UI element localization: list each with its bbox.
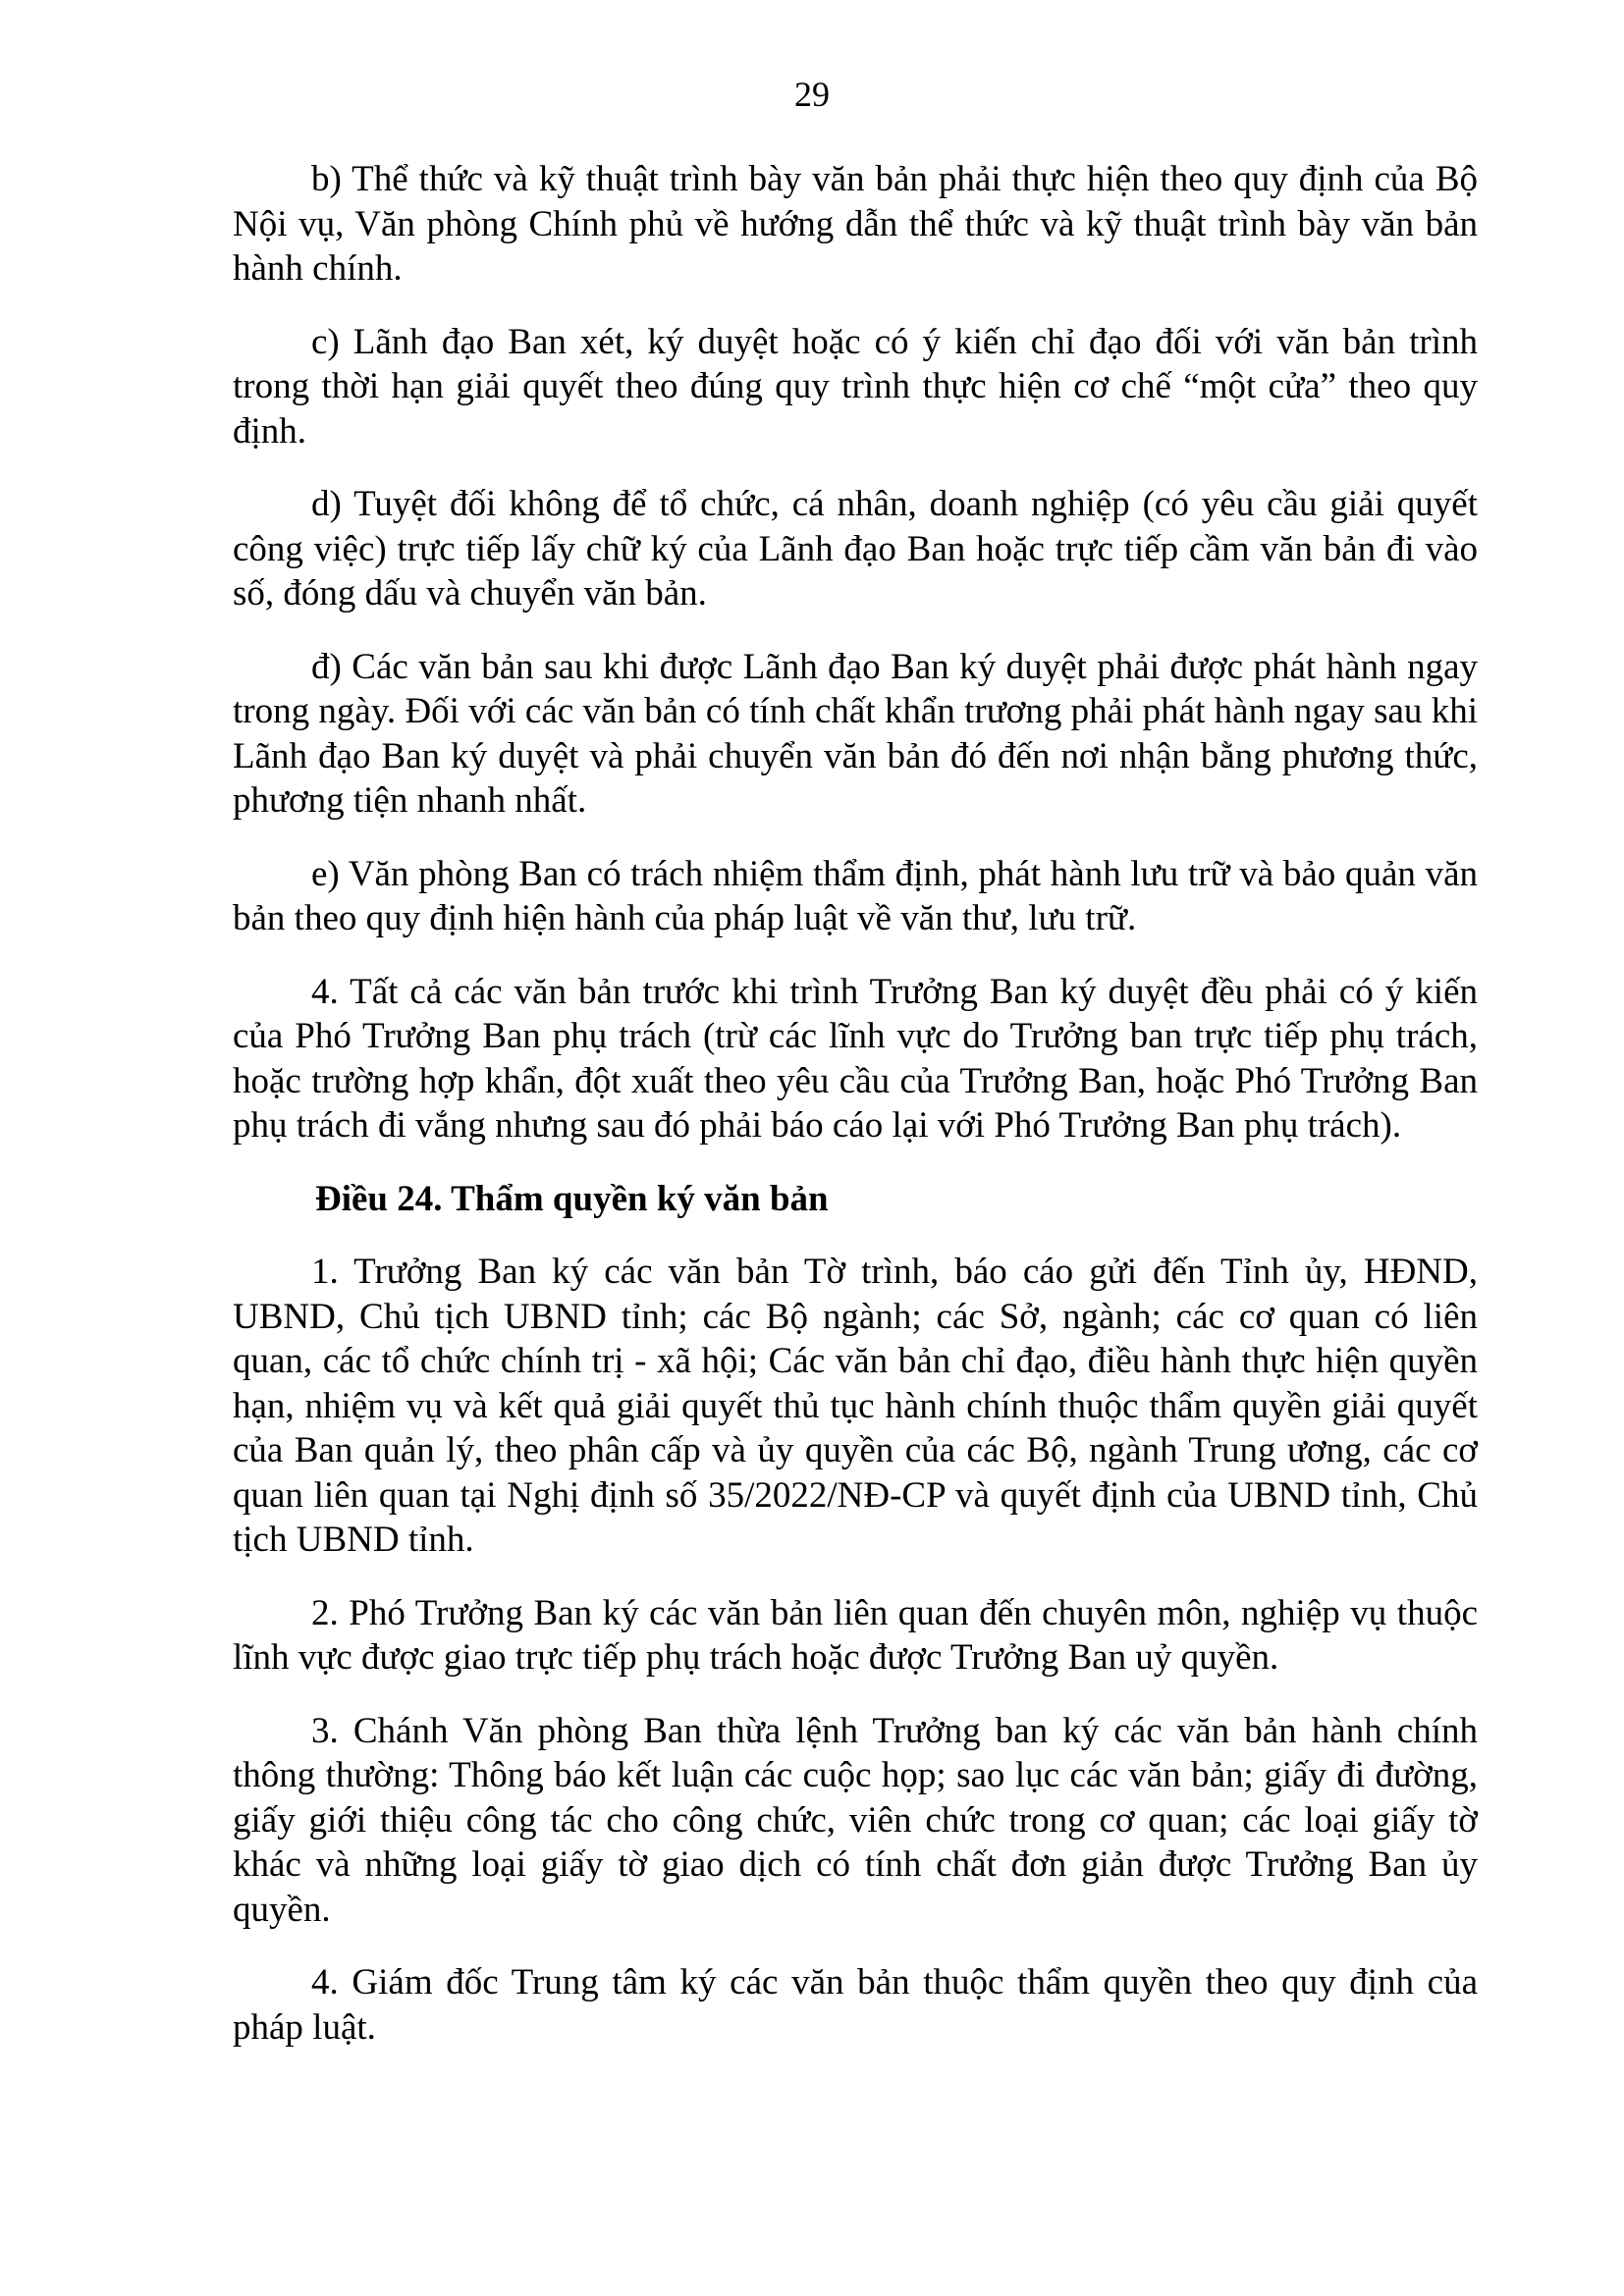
paragraph-dd: đ) Các văn bản sau khi được Lãnh đạo Ban ký duyệt phải được phát hành ngay trong ngày. Đối với các văn bản có tính chất khẩn trương phải phát hành ngay sau khi Lãnh đạo Ban ký duyệt và phải chuyển văn bản đó đến nơi nhận bằng phương thức, phương tiện nhanh nhất. (233, 646, 1478, 821)
document-body (233, 157, 1478, 2078)
paragraph-c: c) Lãnh đạo Ban xét, ký duyệt hoặc có ý kiến chỉ đạo đối với văn bản trình trong thời hạn giải quyết theo đúng quy trình thực hiện cơ chế “một cửa” theo quy định. (233, 321, 1478, 452)
paragraph-e: e) Văn phòng Ban có trách nhiệm thẩm định, phát hành lưu trữ và bảo quản văn bản theo quy định hiện hành của pháp luật về văn thư, lưu trữ. (233, 853, 1478, 938)
paragraph-b: b) Thể thức và kỹ thuật trình bày văn bản phải thực hiện theo quy định của Bộ Nội vụ, Văn phòng Chính phủ về hướng dẫn thể thức và kỹ thuật trình bày văn bản hành chính. (233, 159, 1478, 289)
paragraph-d: d) Tuyệt đối không để tổ chức, cá nhân, doanh nghiệp (có yêu cầu giải quyết công việc) trực tiếp lấy chữ ký của Lãnh đạo Ban hoặc trực tiếp cầm văn bản đi vào số, đóng dấu và chuyển văn bản. (233, 484, 1478, 614)
article-paragraph-2: 2. Phó Trưởng Ban ký các văn bản liên quan đến chuyên môn, nghiệp vụ thuộc lĩnh vực được giao trực tiếp phụ trách hoặc được Trưởng Ban uỷ quyền. (233, 1592, 1478, 1678)
paragraph-clause-4: 4. Tất cả các văn bản trước khi trình Trưởng Ban ký duyệt đều phải có ý kiến của Phó Trưởng Ban phụ trách (trừ các lĩnh vực do Trưởng ban trực tiếp phụ trách, hoặc trường hợp khẩn, đột xuất theo yêu cầu của Trưởng Ban, hoặc Phó Trưởng Ban phụ trách đi vắng nhưng sau đó phải báo cáo lại với Phó Trưởng Ban phụ trách). (233, 971, 1478, 1146)
page-number: 29 (794, 75, 830, 114)
article-paragraph-1: 1. Trưởng Ban ký các văn bản Tờ trình, báo cáo gửi đến Tỉnh ủy, HĐND, UBND, Chủ tịch UBND tỉnh; các Bộ ngành; các Sở, ngành; các cơ quan có liên quan, các tổ chức chính trị - xã hội; Các văn bản chỉ đạo, điều hành thực hiện quyền hạn, nhiệm vụ và kết quả giải quyết thủ tục hành chính thuộc thẩm quyền giải quyết của Ban quản lý, theo phân cấp và ủy quyền của các Bộ, ngành Trung ương, các cơ quan liên quan tại Nghị định số 35/2022/NĐ-CP và quyết định của UBND tỉnh, Chủ tịch UBND tỉnh. (233, 1252, 1478, 1560)
article-heading: Điều 24. Thẩm quyền ký văn bản (315, 1178, 829, 1219)
article-paragraph-4: 4. Giám đốc Trung tâm ký các văn bản thuộc thẩm quyền theo quy định của pháp luật. (233, 1962, 1478, 2048)
article-paragraph-3: 3. Chánh Văn phòng Ban thừa lệnh Trưởng ban ký các văn bản hành chính thông thường: Thông báo kết luận các cuộc họp; sao lục các văn bản; giấy đi đường, giấy giới thiệu công tác cho công chức, viên chức trong cơ quan; các loại giấy tờ khác và những loại giấy tờ giao dịch có tính chất đơn giản được Trưởng Ban ủy quyền. (233, 1710, 1478, 1930)
